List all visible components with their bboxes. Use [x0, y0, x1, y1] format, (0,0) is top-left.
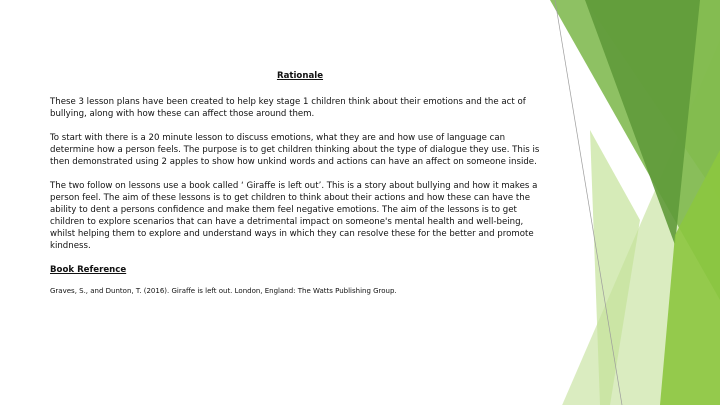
paragraph-follow-on-lessons: The two follow on lessons use a book called ‘ Giraffe is left out’. This is a story about bullying and how it makes a person feel. The aim of these lessons is to get children to think about their actions and how these can have the ability to dent a persons confidence and make them feel negative emotions. The aim of the lessons is to get children to explore scenarios that can have a detrimental impact on someone's mental health and well-being, whilst helping them to explore and understand ways in which they can resolve these for the better and promote kindness.: [50, 181, 538, 251]
text-content: [50, 70, 550, 296]
paragraph-first-lesson: To start with there is a 20 minute lesson to discuss emotions, what they are and how use of language can determine how a person feels. The purpose is to get children thinking about the type of dialogue they use. This is then demonstrated using 2 apples to show how unkind words and actions can have an affect on someone inside.: [50, 133, 540, 167]
paragraph-intro: These 3 lesson plans have been created to help key stage 1 children think about their emotions and the act of bullying, along with how these can affect those around them.: [50, 97, 526, 119]
book-reference-citation: Graves, S., and Dunton, T. (2016). Giraffe is left out. London, England: The Watts Publishing Group.: [50, 287, 397, 295]
slide-title: Rationale: [276, 71, 324, 81]
book-reference-heading: Book Reference: [50, 265, 127, 275]
